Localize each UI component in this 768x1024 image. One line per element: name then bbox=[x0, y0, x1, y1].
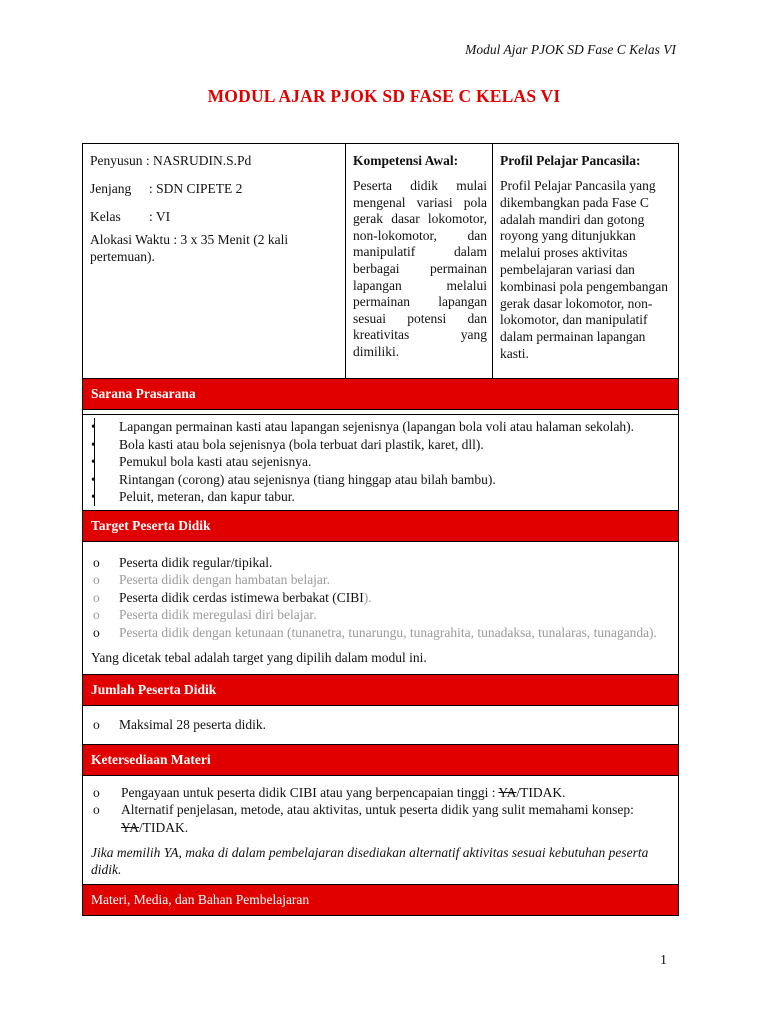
circle-bullet-icon: o bbox=[93, 589, 100, 605]
bullet-icon: • bbox=[91, 489, 96, 504]
list-item: • Lapangan permainan kasti atau lapangan sejenisnya (lapangan bola voli atau halaman sekolah). bbox=[91, 419, 635, 434]
kelas-label: Kelas bbox=[90, 209, 121, 224]
bullet-icon: • bbox=[91, 419, 96, 434]
identity-cell bbox=[83, 144, 346, 378]
kelas-value: : VI bbox=[149, 209, 171, 224]
list-item: o Peserta didik dengan hambatan belajar. bbox=[93, 572, 331, 587]
profil-header: Profil Pelajar Pancasila: bbox=[500, 153, 641, 168]
list-item: • Pemukul bola kasti atau sejenisnya. bbox=[91, 454, 312, 469]
materi-header: Materi, Media, dan Bahan Pembelajaran bbox=[83, 885, 678, 915]
kompetensi-cell bbox=[346, 144, 493, 378]
kompetensi-text: Peserta didik mulai mengenal variasi pola gerak dasar lokomotor, non-lokomotor, dan manipulatif dalam berbagai permainan lapangan melalui permainan lapangan sesuai potensi dan kreativitas yang dimiliki. bbox=[353, 178, 487, 359]
circle-bullet-icon: o bbox=[93, 607, 100, 622]
jumlah-header: Jumlah Peserta Didik bbox=[83, 675, 678, 706]
ketersediaan-section bbox=[83, 776, 678, 886]
bullet-icon: • bbox=[91, 436, 96, 452]
circle-bullet-icon: o bbox=[93, 717, 100, 732]
list-item: o Peserta didik regular/tipikal. bbox=[93, 554, 273, 570]
penyusun-text: Penyusun : NASRUDIN.S.Pd bbox=[90, 153, 252, 168]
target-header: Target Peserta Didik bbox=[83, 511, 678, 542]
profil-cell bbox=[493, 144, 678, 378]
circle-bullet-icon: o bbox=[93, 784, 100, 800]
ketersediaan-header: Ketersediaan Materi bbox=[83, 745, 678, 776]
ketersediaan-list bbox=[91, 784, 670, 837]
list-item: • Rintangan (corong) atau sejenisnya (tiang hinggap atau bilah bambu). bbox=[91, 471, 496, 487]
target-section bbox=[83, 542, 678, 676]
page-number: 1 bbox=[660, 953, 667, 968]
sarana-header: Sarana Prasarana bbox=[83, 379, 678, 410]
circle-bullet-icon: o bbox=[93, 572, 100, 587]
jumlah-list bbox=[91, 716, 670, 734]
sarana-section bbox=[83, 410, 678, 511]
jumlah-section bbox=[83, 706, 678, 745]
profil-text: Profil Pelajar Pancasila yang dikembangkan pada Fase C adalah mandiri dan gotong royong yang ditunjukkan melalui proses aktivitas pembelajaran variasi dan kombinasi pola pengembangan gerak dasar lokomotor, non-lokomotor, dan manipulatif dalam permainan lapangan kasti. bbox=[500, 178, 668, 361]
module-table bbox=[82, 143, 679, 916]
kelas-line bbox=[90, 208, 339, 225]
target-list bbox=[91, 554, 670, 642]
jenjang-value: : SDN CIPETE 2 bbox=[149, 181, 243, 196]
list-item: o Peserta didik dengan ketunaan (tunanetra, tunarungu, tunagrahita, tunadaksa, tunalaras, tunaganda). bbox=[93, 624, 657, 640]
list-item: o Alternatif penjelasan, metode, atau aktivitas, untuk peserta didik yang sulit memahami konsep: YA/TIDAK. bbox=[93, 802, 634, 835]
document-title: MODUL AJAR PJOK SD FASE C KELAS VI bbox=[207, 86, 561, 106]
bullet-icon: • bbox=[91, 471, 96, 487]
list-item: o Maksimal 28 peserta didik. bbox=[93, 717, 266, 732]
running-header: Modul Ajar PJOK SD Fase C Kelas VI bbox=[465, 42, 676, 57]
circle-bullet-icon: o bbox=[93, 624, 100, 640]
ketersediaan-note: Jika memilih YA, maka di dalam pembelajaran disediakan alternatif aktivitas sesuai kebutuhan peserta didik. bbox=[91, 845, 649, 877]
bullet-icon: • bbox=[91, 454, 96, 469]
circle-bullet-icon: o bbox=[93, 802, 100, 817]
alokasi-text: Alokasi Waktu : 3 x 35 Menit (2 kali pertemuan). bbox=[90, 232, 289, 264]
list-item: • Bola kasti atau bola sejenisnya (bola terbuat dari plastik, karet, dll). bbox=[91, 436, 484, 452]
kompetensi-header: Kompetensi Awal: bbox=[353, 153, 459, 168]
target-note: Yang dicetak tebal adalah target yang dipilih dalam modul ini. bbox=[91, 650, 427, 665]
list-item: • Peluit, meteran, dan kapur tabur. bbox=[91, 489, 295, 504]
list-item: o Peserta didik meregulasi diri belajar. bbox=[93, 607, 317, 622]
circle-bullet-icon: o bbox=[93, 554, 100, 570]
struck-option: YA bbox=[121, 819, 140, 835]
jenjang-label: Jenjang bbox=[90, 181, 132, 196]
identity-row bbox=[83, 144, 678, 379]
struck-option: YA bbox=[498, 784, 517, 800]
list-item: o Peserta didik cerdas istimewa berbakat (CIBI). bbox=[93, 589, 372, 605]
jenjang-line bbox=[90, 180, 339, 197]
list-item: o Pengayaan untuk peserta didik CIBI atau yang berpencapaian tinggi : YA/TIDAK. bbox=[93, 784, 566, 800]
sarana-list bbox=[91, 418, 670, 506]
